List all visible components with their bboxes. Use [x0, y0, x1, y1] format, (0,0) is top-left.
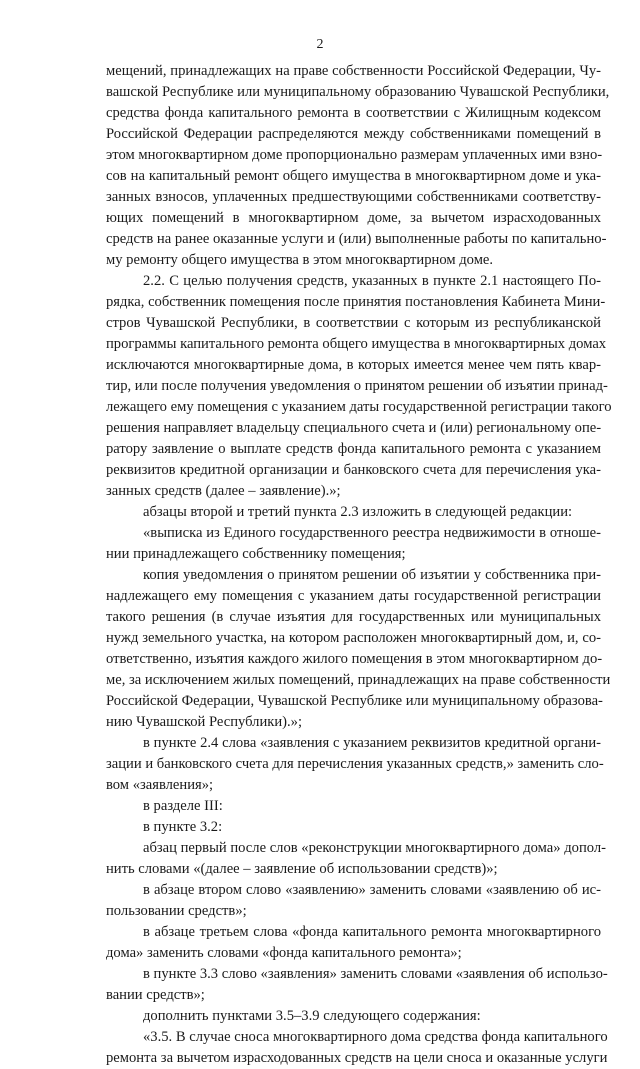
document-body	[106, 61, 612, 1069]
text-line: надлежащего ему помещения с указанием даты государственной регистрации	[106, 588, 601, 604]
page-number: 2	[316, 37, 324, 52]
text-line: ратору заявление о выплате средств фонда капитального ремонта с указанием	[106, 441, 601, 457]
text-line: копия уведомления о принятом решении об изъятии у собственника при-	[143, 567, 601, 583]
text-line: му ремонту общего имущества в этом многоквартирном доме.	[106, 252, 494, 268]
text-line: реквизитов кредитной организации и банковского счета для перечисления ука-	[106, 462, 601, 478]
text-line: абзацы второй и третий пункта 2.3 изложить в следующей редакции:	[143, 504, 573, 520]
text-line: Российской Федерации распределяются между собственниками помещений в	[106, 126, 601, 142]
text-line: такого решения (в случае изъятия для государственных или муниципальных	[106, 609, 601, 625]
text-line: стров Чувашской Республики, в соответствии с которым из республиканской	[106, 315, 601, 331]
text-line: в абзаце третьем слова «фонда капитального ремонта многоквартирного	[143, 924, 601, 940]
text-line: дополнить пунктами 3.5–3.9 следующего содержания:	[143, 1008, 481, 1024]
text-line: Российской Федерации, Чувашской Республике или муниципальному образова-	[106, 693, 603, 709]
text-line: ме, за исключением жилых помещений, принадлежащих на праве собственности	[106, 672, 611, 688]
text-line: абзац первый после слов «реконструкции многоквартирного дома» допол-	[143, 840, 606, 856]
text-line: нию Чувашской Республики).»;	[106, 714, 303, 730]
text-line: 2.2. С целью получения средств, указанных в пункте 2.1 настоящего По-	[143, 273, 601, 289]
text-line: ремонта за вычетом израсходованных средств на цели сноса и оказанные услуги	[106, 1050, 608, 1066]
text-line: ответственно, изъятия каждого жилого помещения в этом многоквартирном до-	[106, 651, 603, 667]
text-line: в разделе III:	[143, 798, 223, 814]
text-line: вом «заявления»;	[106, 777, 214, 793]
text-line: в пункте 3.3 слово «заявления» заменить словами «заявления об использо-	[143, 966, 608, 982]
text-line: нужд земельного участка, на котором расположен многоквартирный дом, и, со-	[106, 630, 601, 646]
text-line: средства фонда капитального ремонта в соответствии с Жилищным кодексом	[106, 105, 601, 121]
text-line: вашской Республике или муниципальному образованию Чувашской Республики,	[106, 84, 610, 100]
text-line: зации и банковского счета для перечисления указанных средств,» заменить сло-	[106, 756, 604, 772]
text-line: решения направляет владельцу специального счета и (или) региональному опе-	[106, 420, 602, 436]
text-line: тир, или после получения уведомления о принятом решении об изъятии принад-	[106, 378, 608, 394]
text-line: «выписка из Единого государственного реестра недвижимости в отноше-	[143, 525, 601, 541]
text-line: «3.5. В случае сноса многоквартирного дома средства фонда капитального	[143, 1029, 608, 1045]
text-line: занных средств (далее – заявление).»;	[106, 483, 341, 499]
text-line: в пункте 2.4 слова «заявления с указанием реквизитов кредитной органи-	[143, 735, 601, 751]
text-line: дома» заменить словами «фонда капитального ремонта»;	[106, 945, 462, 961]
text-line: нить словами «(далее – заявление об использовании средств)»;	[106, 861, 498, 877]
text-line: средств на ранее оказанные услуги и (или) выполненные работы по капитально-	[106, 231, 607, 247]
text-line: в абзаце втором слово «заявлению» заменить словами «заявлению об ис-	[143, 882, 601, 898]
text-line: нии принадлежащего собственнику помещения;	[106, 546, 406, 562]
text-line: лежащего ему помещения с указанием даты государственной регистрации такого	[106, 399, 612, 415]
text-line: ющих помещений в многоквартирном доме, за вычетом израсходованных	[106, 210, 601, 226]
text-line: этом многоквартирном доме пропорционально размерам уплаченных ими взно-	[106, 147, 603, 163]
text-line: вании средств»;	[106, 987, 205, 1003]
text-line: занных взносов, уплаченных предшествующими собственниками соответству-	[106, 189, 601, 205]
text-line: пользовании средств»;	[106, 903, 247, 919]
text-line: мещений, принадлежащих на праве собственности Российской Федерации, Чу-	[106, 63, 601, 79]
text-line: в пункте 3.2:	[143, 819, 223, 835]
text-line: сов на капитальный ремонт общего имущества в многоквартирном доме и ука-	[106, 168, 601, 184]
text-line: исключаются многоквартирные дома, в которых имеется менее чем пять квар-	[106, 357, 601, 373]
text-line: программы капитального ремонта общего имущества в многоквартирных домах	[106, 336, 607, 352]
text-line: рядка, собственник помещения после принятия постановления Кабинета Мини-	[106, 294, 606, 310]
